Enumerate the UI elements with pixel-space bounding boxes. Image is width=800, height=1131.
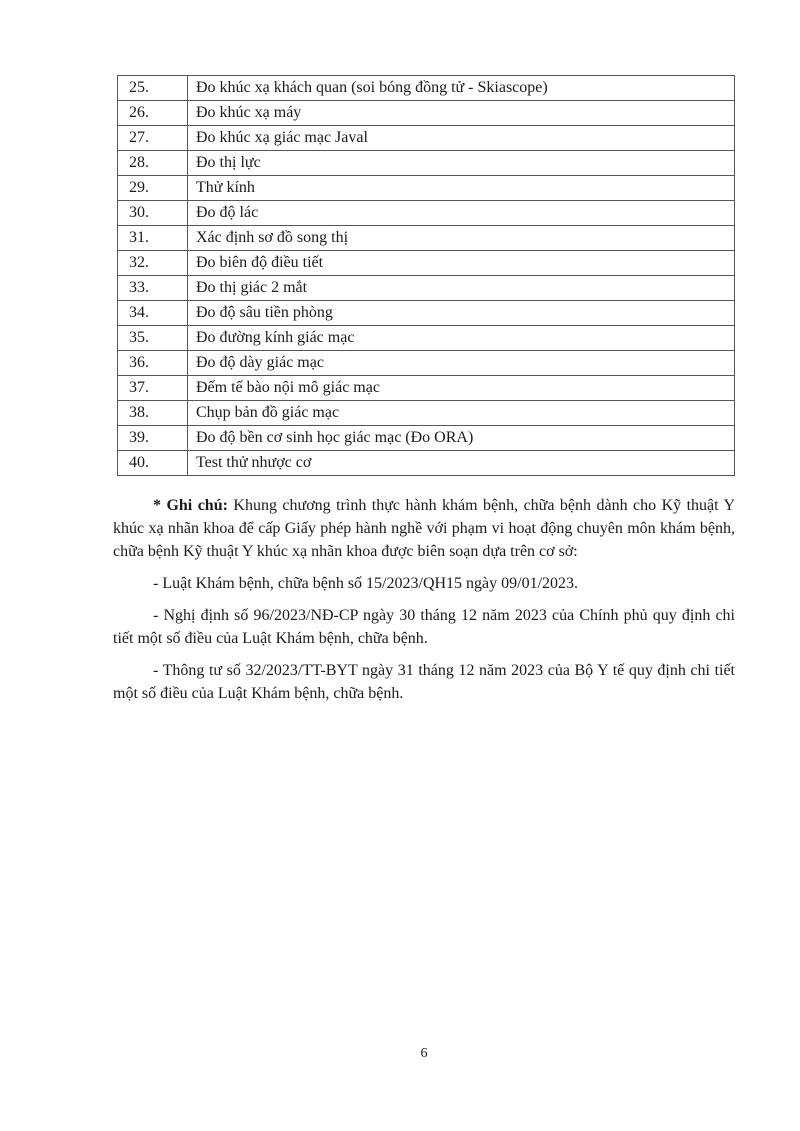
notes-label: * Ghi chú: [153,497,228,514]
row-number: 38. [118,401,188,426]
notes-item: - Thông tư số 32/2023/TT-BYT ngày 31 tháng 12 năm 2023 của Bộ Y tế quy định chi tiết một số điều của Luật Khám bệnh, chữa bệnh. [113,662,735,702]
table-row [118,351,735,376]
row-procedure-name: Đo độ bền cơ sinh học giác mạc (Đo ORA) [188,426,735,451]
table-row [118,126,735,151]
table-row [118,226,735,251]
row-number: 40. [118,451,188,476]
row-procedure-name: Đo độ sâu tiền phòng [188,301,735,326]
row-number: 32. [118,251,188,276]
row-procedure-name: Đo khúc xạ máy [188,101,735,126]
row-procedure-name: Đo biên độ điều tiết [188,251,735,276]
row-number: 37. [118,376,188,401]
row-procedure-name: Chụp bản đồ giác mạc [188,401,735,426]
row-procedure-name: Đo thị lực [188,151,735,176]
row-procedure-name: Đo độ lác [188,201,735,226]
page-number: 6 [420,1046,428,1061]
table-row [118,101,735,126]
row-procedure-name: Đo khúc xạ khách quan (soi bóng đồng tử - Skiascope) [188,76,735,101]
table-row [118,201,735,226]
row-procedure-name: Test thử nhược cơ [188,451,735,476]
table-row [118,301,735,326]
table-row [118,251,735,276]
table-row [118,426,735,451]
table-row [118,326,735,351]
row-number: 36. [118,351,188,376]
row-procedure-name: Xác định sơ đồ song thị [188,226,735,251]
notes-intro-paragraph [113,494,735,563]
procedures-table [117,75,735,476]
row-number: 31. [118,226,188,251]
table-row [118,176,735,201]
row-number: 29. [118,176,188,201]
table-row [118,376,735,401]
notes-intro-text: Khung chương trình thực hành khám bệnh, chữa bệnh dành cho Kỹ thuật Y khúc xạ nhãn khoa để cấp Giấy phép hành nghề với phạm vi hoạt động chuyên môn khám bệnh, chữa bệnh Kỹ thuật Y khúc xạ nhãn khoa được biên soạn dựa trên cơ sở: [113,497,736,560]
row-procedure-name: Đo thị giác 2 mắt [188,276,735,301]
row-number: 35. [118,326,188,351]
row-number: 28. [118,151,188,176]
table-row [118,451,735,476]
row-number: 26. [118,101,188,126]
row-number: 25. [118,76,188,101]
row-number: 39. [118,426,188,451]
row-procedure-name: Đo khúc xạ giác mạc Javal [188,126,735,151]
row-procedure-name: Thử kính [188,176,735,201]
table-row [118,151,735,176]
row-number: 33. [118,276,188,301]
notes-items [113,572,735,705]
row-number: 27. [118,126,188,151]
row-procedure-name: Đo độ dày giác mạc [188,351,735,376]
row-number: 30. [118,201,188,226]
row-procedure-name: Đo đường kính giác mạc [188,326,735,351]
procedures-table-body [118,76,735,476]
table-row [118,401,735,426]
row-number: 34. [118,301,188,326]
notes-item: - Nghị định số 96/2023/NĐ-CP ngày 30 tháng 12 năm 2023 của Chính phủ quy định chi tiết một số điều của Luật Khám bệnh, chữa bệnh. [113,607,735,647]
notes-section [113,494,735,714]
row-procedure-name: Đếm tế bào nội mô giác mạc [188,376,735,401]
table-row [118,76,735,101]
notes-item: - Luật Khám bệnh, chữa bệnh số 15/2023/QH15 ngày 09/01/2023. [153,575,579,592]
table-row [118,276,735,301]
